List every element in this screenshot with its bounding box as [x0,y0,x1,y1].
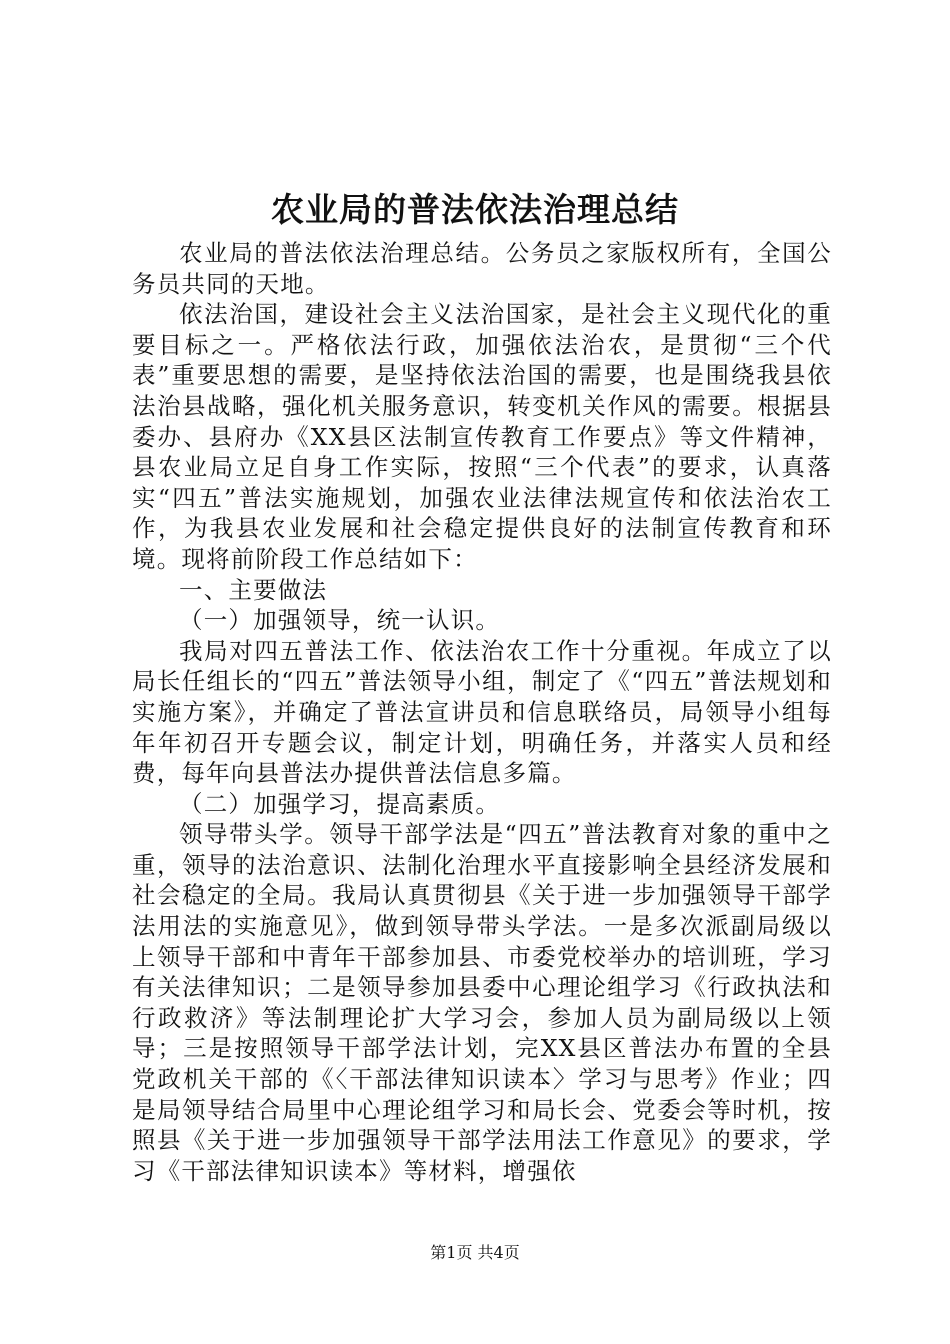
paragraph-study: 领导带头学。领导干部学法是“四五”普法教育对象的重中之重，领导的法治意识、法制化治理水平直接影响全县经济发展和社会稳定的全局。我局认真贯彻县《关于进一步加强领导干部学法用法的实施意见》，做到领导带头学法。一是多次派副局级以上领导干部和中青年干部参加县、市委党校举办的培训班，学习有关法律知识；二是领导参加县委中心理论组学习《行政执法和行政救济》等法制理论扩大学习会，参加人员为副局级以上领导；三是按照领导干部学法计划，完XX县区普法办布置的全县党政机关干部的《〈干部法律知识读本〉学习与思考》作业；四是局领导结合局里中心理论组学习和局长会、党委会等时机，按照县《关于进一步加强领导干部学法用法工作意见》的要求，学习《干部法律知识读本》等材料，增强依 [132,820,832,1185]
paragraph-leadership: 我局对四五普法工作、依法治农工作十分重视。年成立了以局长任组长的“四五”普法领导小组，制定了《“四五”普法规划和实施方案》，并确定了普法宣讲员和信息联络员，局领导小组每年年初召开专题会议，制定计划，明确任务，并落实人员和经费，每年向县普法办提供普法信息多篇。 [132,636,832,788]
section-heading-main-practices: 一、主要做法 [179,575,328,604]
page-footer: 第1页 共4页 [430,1243,520,1262]
page-title: 农业局的普法依法治理总结 [271,190,679,229]
subsection-heading-study: （二）加强学习，提高素质。 [179,789,501,818]
document-body [132,238,832,1186]
paragraph-background: 依法治国，建设社会主义法治国家，是社会主义现代化的重要目标之一。严格依法行政，加强依法治农，是贯彻“三个代表”重要思想的需要，是坚持依法治国的需要，也是围绕我县依法治县战略，强化机关服务意识，转变机关作风的需要。根据县委办、县府办《XX县区法制宣传教育工作要点》等文件精神，县农业局立足自身工作实际，按照“三个代表”的要求，认真落实“四五”普法实施规划，加强农业法律法规宣传和依法治农工作，为我县农业发展和社会稳定提供良好的法制宣传教育和环境。现将前阶段工作总结如下： [132,300,832,573]
subsection-heading-leadership: （一）加强领导，统一认识。 [179,606,501,635]
paragraph-intro: 农业局的普法依法治理总结。公务员之家版权所有，全国公务员共同的天地。 [132,239,832,298]
